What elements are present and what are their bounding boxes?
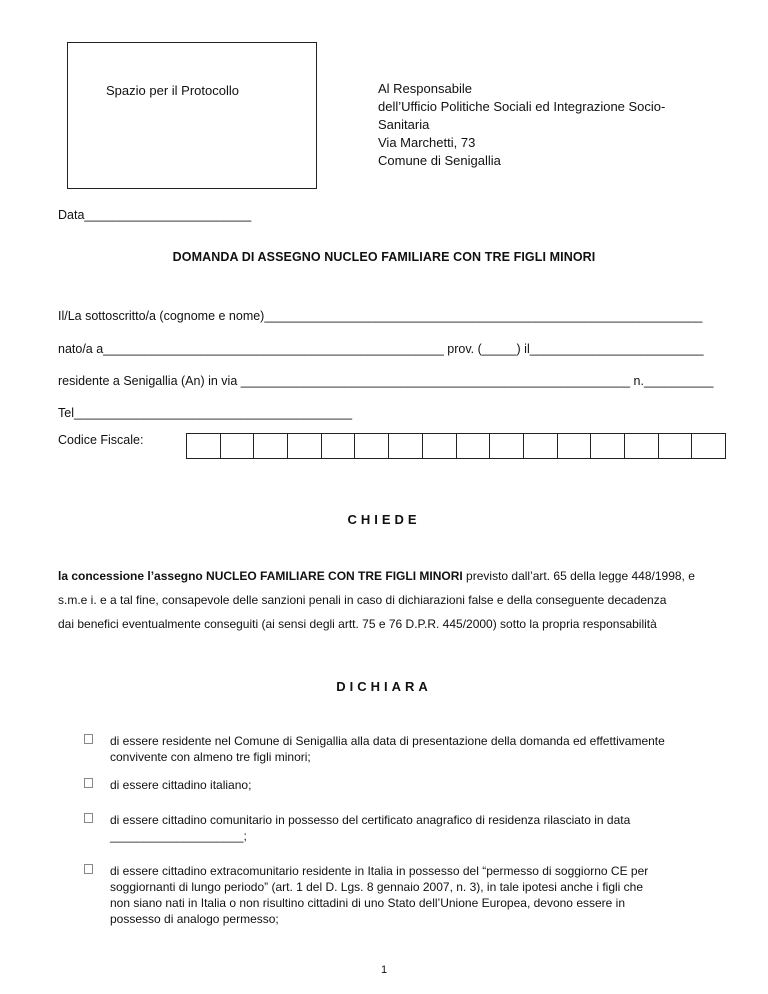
fiscal-code-cell[interactable] [288,434,322,458]
fiscal-code-cell[interactable] [457,434,491,458]
fiscal-code-cell[interactable] [423,434,457,458]
residence-field[interactable]: residente a Senigallia (An) in via ________________________________________________________ n.__________ [58,374,714,388]
recipient-line: dell’Ufficio Politiche Sociali ed Integrazione Socio- [378,99,666,114]
fiscal-code-cell[interactable] [591,434,625,458]
fiscal-code-cell[interactable] [187,434,221,458]
recipient-line: Sanitaria [378,117,430,132]
declaration-text [110,733,722,765]
fiscal-code-cell[interactable] [322,434,356,458]
checkbox[interactable] [84,734,93,744]
date-field[interactable]: Data________________________ [58,208,252,222]
recipient-line: Via Marchetti, 73 [378,135,476,150]
fiscal-code-cell[interactable] [389,434,423,458]
recipient-line: Al Responsabile [378,81,472,96]
phone-field[interactable]: Tel________________________________________ [58,406,353,420]
fiscal-code-cell[interactable] [524,434,558,458]
checkbox[interactable] [84,778,93,788]
fiscal-code-grid [186,433,726,459]
declaration-line: di essere cittadino italiano; [110,778,252,792]
request-paragraph [58,564,723,636]
birth-field[interactable]: nato/a a_________________________________________________ prov. (_____) il_________________________ [58,342,704,356]
name-field[interactable]: Il/La sottoscritto/a (cognome e nome)_______________________________________________________________ [58,309,703,323]
fiscal-code-cell[interactable] [355,434,389,458]
checkbox[interactable] [84,813,93,823]
declaration-line: di essere cittadino comunitario in possesso del certificato anagrafico di residenza rilasciato in data [110,813,631,827]
request-line-3: dai benefici eventualmente conseguiti (ai sensi degli artt. 75 e 76 D.P.R. 445/2000) sotto la propria responsabilità [58,617,657,631]
fiscal-code-cell[interactable] [254,434,288,458]
fiscal-code-cell[interactable] [625,434,659,458]
declaration-line: convivente con almeno tre figli minori; [110,750,311,764]
declaration-line: ____________________; [110,829,247,843]
fiscal-code-cell[interactable] [490,434,524,458]
fiscal-code-label: Codice Fiscale: [58,433,144,447]
fiscal-code-cell[interactable] [558,434,592,458]
recipient-line: Comune di Senigallia [378,153,501,168]
declaration-line: soggiornanti di lungo periodo” (art. 1 del D. Lgs. 8 gennaio 2007, n. 3), in tale ipotesi anche i figli che [110,880,644,894]
request-bold-text: la concessione l’assegno NUCLEO FAMILIARE CON TRE FIGLI MINORI [58,569,463,583]
document-title: DOMANDA DI ASSEGNO NUCLEO FAMILIARE CON TRE FIGLI MINORI [172,250,596,264]
checkbox[interactable] [84,864,93,874]
declaration-line: possesso di analogo permesso; [110,912,279,926]
recipient-address [378,80,665,170]
request-line-1 [58,564,723,588]
protocol-stamp-box [67,42,317,189]
page-number: 1 [380,964,388,976]
declaration-text [110,777,722,793]
request-heading: CHIEDE [347,512,421,527]
fiscal-code-cell[interactable] [659,434,693,458]
fiscal-code-cell[interactable] [692,434,726,458]
fiscal-code-cell[interactable] [221,434,255,458]
declaration-line: non siano nati in Italia o non risultino cittadini di uno Stato dell’Unione Europea, devono essere in [110,896,626,910]
request-line-1-rest: previsto dall’art. 65 della legge 448/1998, e [462,569,695,583]
request-line-2: s.m.e i. e a tal fine, consapevole delle sanzioni penali in caso di dichiarazioni false e della conseguente decadenza [58,593,667,607]
declare-heading: DICHIARA [336,679,432,694]
declaration-text [110,863,722,927]
declaration-text [110,812,722,844]
protocol-label: Spazio per il Protocollo [106,83,239,98]
declaration-line: di essere residente nel Comune di Senigallia alla data di presentazione della domanda ed effettivamente [110,734,665,748]
declaration-line: di essere cittadino extracomunitario residente in Italia in possesso del “permesso di soggiorno CE per [110,864,649,878]
